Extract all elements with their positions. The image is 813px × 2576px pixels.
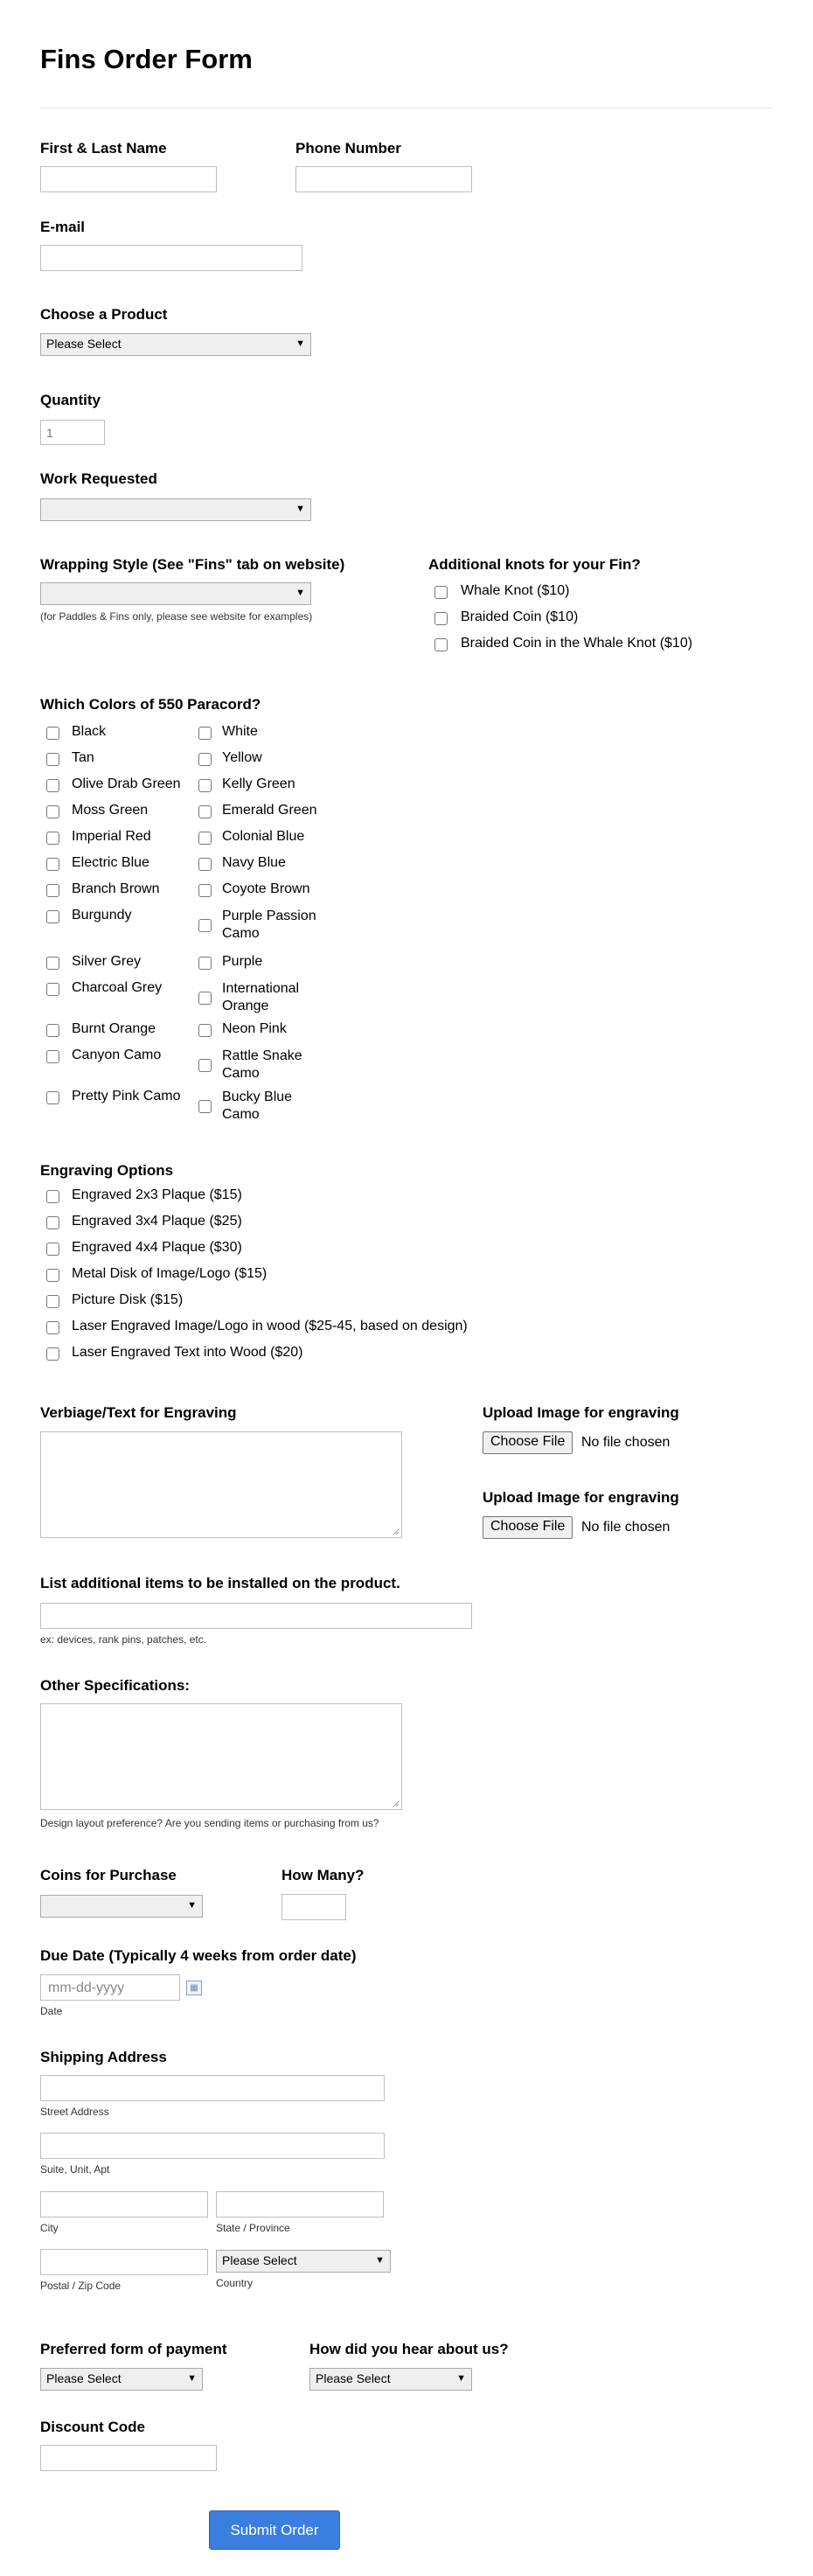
- name-input[interactable]: [40, 166, 217, 192]
- color-checkbox[interactable]: [46, 832, 59, 845]
- color-checkbox[interactable]: [198, 1059, 212, 1072]
- suite-input[interactable]: [40, 2133, 385, 2159]
- color-option: Yellow: [222, 750, 262, 765]
- phone-input[interactable]: [295, 166, 472, 192]
- calendar-icon[interactable]: ▦: [186, 1981, 202, 1995]
- choose-file-button[interactable]: Choose File: [483, 1431, 573, 1454]
- chevron-down-icon: ▼: [295, 338, 305, 349]
- submit-button[interactable]: Submit Order: [209, 2510, 340, 2550]
- coins-label: Coins for Purchase: [40, 1867, 177, 1883]
- due-date-input[interactable]: mm-dd-yyyy: [40, 1974, 180, 2001]
- color-checkbox[interactable]: [198, 858, 212, 871]
- color-option: Coyote Brown: [222, 881, 310, 896]
- file-status: No file chosen: [581, 1435, 671, 1450]
- engraving-option: Engraved 2x3 Plaque ($15): [72, 1187, 242, 1202]
- color-option: Navy Blue: [222, 855, 286, 870]
- engraving-checkbox[interactable]: [46, 1216, 59, 1229]
- color-option: Branch Brown: [72, 881, 160, 896]
- wrapping-select[interactable]: [40, 582, 311, 605]
- color-option: Rattle Snake Camo: [222, 1048, 302, 1081]
- additional-hint: ex: devices, rank pins, patches, etc.: [40, 1633, 207, 1646]
- color-option: Imperial Red: [72, 829, 151, 844]
- discount-label: Discount Code: [40, 2419, 145, 2435]
- color-option: Bucky Blue Camo: [222, 1090, 293, 1122]
- wrapping-hint: (for Paddles & Fins only, please see website for examples): [40, 610, 313, 623]
- color-checkbox[interactable]: [46, 1091, 59, 1104]
- email-input[interactable]: [40, 245, 302, 271]
- coins-select[interactable]: [40, 1895, 203, 1918]
- color-checkbox[interactable]: [198, 1024, 212, 1037]
- knot-option: Whale Knot ($10): [461, 583, 570, 598]
- verbiage-textarea[interactable]: [40, 1431, 402, 1538]
- engraving-checkbox[interactable]: [46, 1269, 59, 1282]
- color-option: Purple: [222, 954, 263, 969]
- shipping-label: Shipping Address: [40, 2049, 167, 2065]
- city-input[interactable]: [40, 2191, 208, 2217]
- color-checkbox[interactable]: [198, 957, 212, 970]
- color-option: Canyon Camo: [72, 1048, 162, 1062]
- color-option: Pretty Pink Camo: [72, 1089, 181, 1104]
- color-option: Purple Passion Camo: [222, 909, 316, 941]
- color-checkbox[interactable]: [198, 753, 212, 766]
- color-option: Electric Blue: [72, 855, 149, 870]
- colors-label: Which Colors of 550 Paracord?: [40, 696, 261, 713]
- color-checkbox[interactable]: [46, 858, 59, 871]
- knot-checkbox[interactable]: [434, 586, 448, 599]
- product-label: Choose a Product: [40, 306, 168, 323]
- color-checkbox[interactable]: [46, 727, 59, 740]
- zip-input[interactable]: [40, 2249, 208, 2275]
- color-option: Neon Pink: [222, 1021, 287, 1036]
- color-option: International Orange: [222, 981, 300, 1013]
- country-select[interactable]: [216, 2250, 391, 2273]
- color-option: Charcoal Grey: [72, 980, 163, 995]
- engraving-option: Picture Disk ($15): [72, 1292, 184, 1307]
- engraving-option: Laser Engraved Image/Logo in wood ($25-45, based on design): [72, 1319, 468, 1333]
- due-hint: Date: [40, 2005, 63, 2017]
- color-option: White: [222, 724, 258, 739]
- color-option: Burnt Orange: [72, 1021, 156, 1036]
- chevron-down-icon: ▼: [375, 2255, 385, 2266]
- color-checkbox[interactable]: [46, 910, 59, 923]
- engraving-checkbox[interactable]: [46, 1190, 59, 1203]
- file-status: No file chosen: [581, 1520, 671, 1535]
- color-option: Moss Green: [72, 803, 149, 818]
- name-label: First & Last Name: [40, 140, 167, 157]
- color-checkbox[interactable]: [46, 884, 59, 897]
- chevron-down-icon: ▼: [187, 1900, 197, 1911]
- street-input[interactable]: [40, 2075, 385, 2101]
- page-title: Fins Order Form: [40, 44, 253, 74]
- hear-label: How did you hear about us?: [309, 2341, 509, 2357]
- color-checkbox[interactable]: [46, 1050, 59, 1063]
- knot-checkbox[interactable]: [434, 638, 448, 651]
- color-checkbox[interactable]: [198, 884, 212, 897]
- product-select-value: Please Select: [46, 337, 122, 351]
- chevron-down-icon: ▼: [295, 504, 305, 514]
- state-hint: State / Province: [216, 2222, 290, 2234]
- engraving-label: Engraving Options: [40, 1162, 174, 1179]
- country-select-value: Please Select: [222, 2253, 297, 2267]
- hear-select[interactable]: [309, 2368, 472, 2391]
- product-select[interactable]: [40, 333, 311, 356]
- engraving-option: Metal Disk of Image/Logo ($15): [72, 1266, 268, 1281]
- additional-input[interactable]: [40, 1603, 472, 1629]
- engraving-checkbox[interactable]: [46, 1321, 59, 1334]
- knots-label: Additional knots for your Fin?: [428, 556, 641, 573]
- knot-option: Braided Coin ($10): [461, 609, 579, 624]
- color-option: Olive Drab Green: [72, 776, 181, 791]
- additional-label: List additional items to be installed on the product.: [40, 1575, 400, 1591]
- knot-checkbox[interactable]: [434, 612, 448, 625]
- quantity-input[interactable]: 1: [40, 420, 105, 445]
- phone-label: Phone Number: [295, 140, 401, 157]
- resize-grip-icon[interactable]: [392, 1800, 400, 1807]
- city-hint: City: [40, 2222, 59, 2234]
- hear-select-value: Please Select: [316, 2371, 391, 2385]
- howmany-label: How Many?: [281, 1867, 365, 1883]
- howmany-input[interactable]: [281, 1894, 346, 1920]
- color-checkbox[interactable]: [46, 957, 59, 970]
- color-option: Emerald Green: [222, 803, 317, 818]
- color-checkbox[interactable]: [198, 1100, 212, 1113]
- color-checkbox[interactable]: [198, 727, 212, 740]
- color-option: Silver Grey: [72, 954, 142, 969]
- color-option: Burgundy: [72, 908, 132, 922]
- state-input[interactable]: [216, 2191, 384, 2217]
- chevron-down-icon: ▼: [187, 2373, 197, 2384]
- engraving-checkbox[interactable]: [46, 1295, 59, 1308]
- color-checkbox[interactable]: [198, 992, 212, 1005]
- engraving-checkbox[interactable]: [46, 1243, 59, 1256]
- choose-file-button[interactable]: Choose File: [483, 1516, 573, 1539]
- color-checkbox[interactable]: [198, 919, 212, 932]
- engraving-option: Laser Engraved Text into Wood ($20): [72, 1345, 303, 1360]
- color-option: Kelly Green: [222, 776, 295, 791]
- color-checkbox[interactable]: [46, 753, 59, 766]
- engraving-option: Engraved 4x4 Plaque ($30): [72, 1240, 242, 1255]
- resize-grip-icon[interactable]: [392, 1528, 400, 1535]
- quantity-label: Quantity: [40, 392, 101, 408]
- chevron-down-icon: ▼: [295, 588, 305, 598]
- discount-input[interactable]: [40, 2445, 217, 2471]
- payment-label: Preferred form of payment: [40, 2341, 227, 2357]
- work-label: Work Requested: [40, 470, 157, 487]
- work-select[interactable]: [40, 498, 311, 521]
- color-checkbox[interactable]: [198, 779, 212, 792]
- color-checkbox[interactable]: [46, 805, 59, 818]
- color-option: Tan: [72, 750, 94, 765]
- color-checkbox[interactable]: [198, 832, 212, 845]
- chevron-down-icon: ▼: [456, 2373, 466, 2384]
- suite-hint: Suite, Unit, Apt: [40, 2163, 110, 2176]
- street-hint: Street Address: [40, 2106, 109, 2118]
- payment-select[interactable]: [40, 2368, 203, 2391]
- color-checkbox[interactable]: [46, 1024, 59, 1037]
- upload-label: Upload Image for engraving: [483, 1489, 679, 1506]
- zip-hint: Postal / Zip Code: [40, 2280, 122, 2292]
- knot-option: Braided Coin in the Whale Knot ($10): [461, 636, 693, 651]
- payment-select-value: Please Select: [46, 2371, 122, 2385]
- due-label: Due Date (Typically 4 weeks from order date): [40, 1947, 357, 1964]
- other-hint: Design layout preference? Are you sending items or purchasing from us?: [40, 1817, 379, 1829]
- upload-label: Upload Image for engraving: [483, 1404, 679, 1421]
- color-option: Colonial Blue: [222, 829, 305, 844]
- country-hint: Country: [216, 2277, 254, 2289]
- color-checkbox[interactable]: [198, 805, 212, 818]
- email-label: E-mail: [40, 219, 86, 235]
- color-checkbox[interactable]: [46, 983, 59, 996]
- engraving-option: Engraved 3x4 Plaque ($25): [72, 1214, 242, 1229]
- engraving-checkbox[interactable]: [46, 1347, 59, 1361]
- other-label: Other Specifications:: [40, 1677, 190, 1694]
- color-checkbox[interactable]: [46, 779, 59, 792]
- verbiage-label: Verbiage/Text for Engraving: [40, 1404, 237, 1421]
- color-option: Black: [72, 724, 107, 739]
- wrapping-label: Wrapping Style (See "Fins" tab on website): [40, 556, 345, 573]
- other-textarea[interactable]: [40, 1703, 402, 1810]
